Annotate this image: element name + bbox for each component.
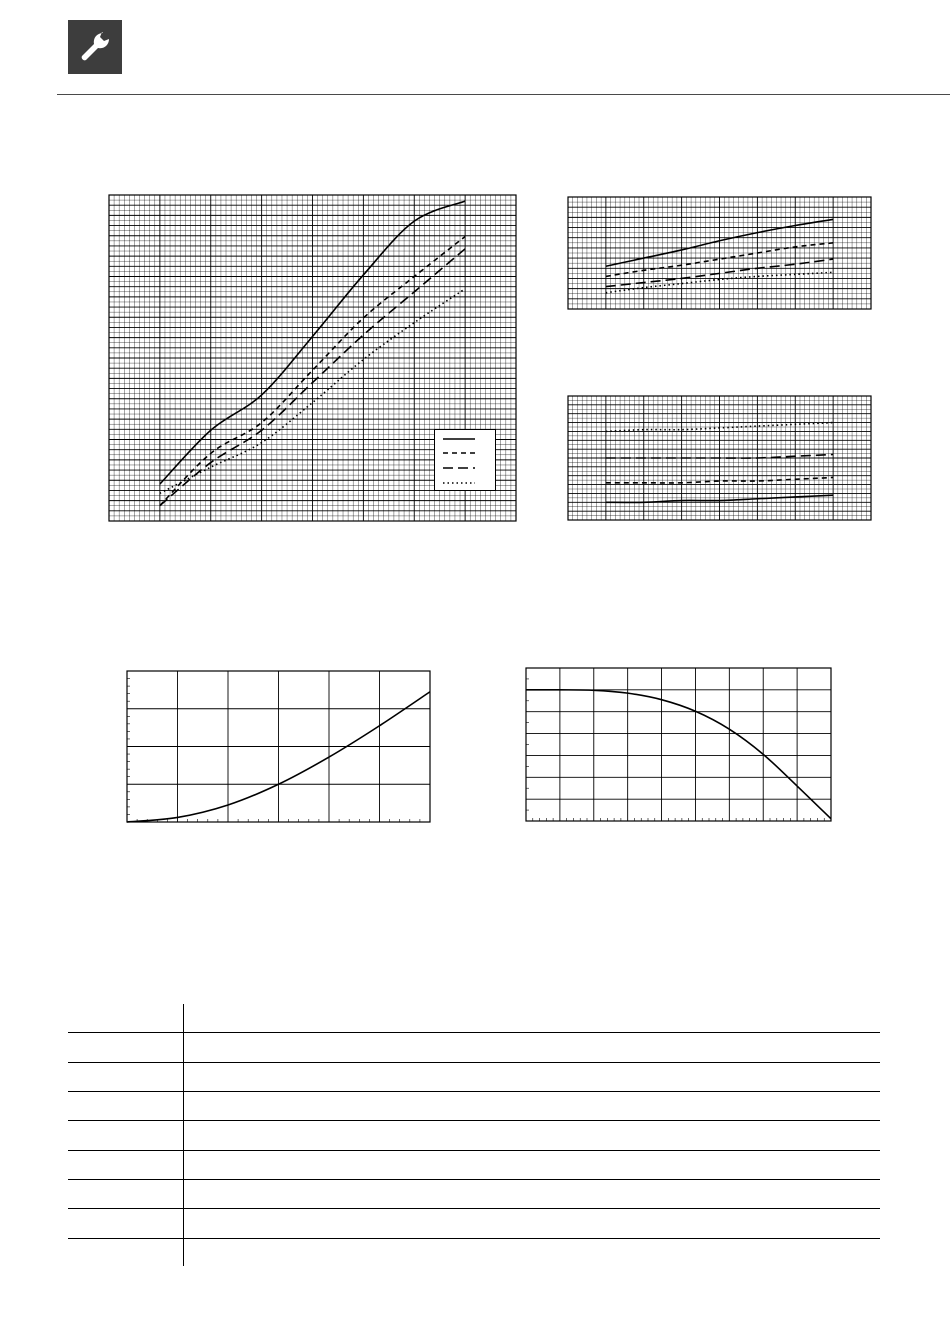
- header-rule: [57, 94, 950, 95]
- grid: [127, 671, 430, 822]
- spec-table: [68, 1004, 880, 1266]
- grid: [526, 668, 831, 821]
- chart-middle-right: [567, 395, 872, 521]
- table-row: [68, 1208, 880, 1209]
- table-row: [68, 1150, 880, 1151]
- table-row: [68, 1062, 880, 1063]
- grid: [568, 197, 871, 309]
- chart-bottom-left: [126, 670, 431, 823]
- table-row: [68, 1179, 880, 1180]
- table-row: [68, 1238, 880, 1239]
- table-row: [68, 1091, 880, 1092]
- table-column-divider: [183, 1004, 184, 1266]
- chart-top-right: [567, 196, 872, 310]
- chart-legend: [434, 429, 496, 491]
- plot-frame: [526, 668, 831, 821]
- wrench-icon: [68, 20, 122, 74]
- table-row: [68, 1032, 880, 1033]
- table-row: [68, 1120, 880, 1121]
- chart-bottom-right: [525, 667, 832, 822]
